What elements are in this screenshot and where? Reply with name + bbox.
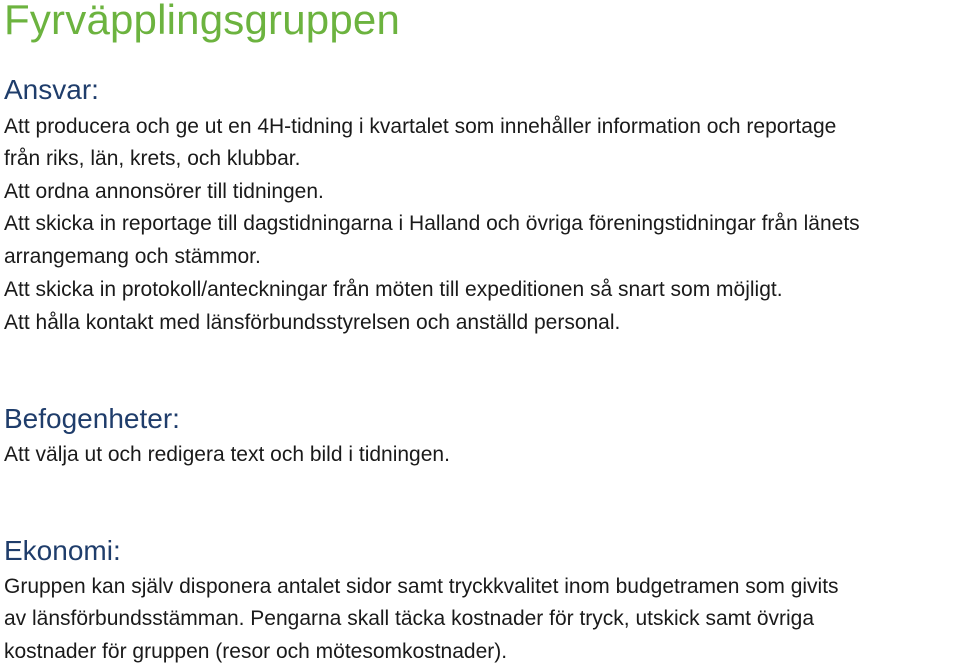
ansvar-line: Att ordna annonsörer till tidningen. xyxy=(4,180,324,203)
ansvar-line: Att producera och ge ut en 4H-tidning i kvartalet som innehåller information och reportage xyxy=(4,115,837,138)
befogenheter-line: Att välja ut och redigera text och bild i tidningen. xyxy=(4,443,450,466)
ekonomi-line: av länsförbundsstämman. Pengarna skall täcka kostnader för tryck, utskick samt övriga xyxy=(4,607,815,630)
ekonomi-line: Gruppen kan själv disponera antalet sidor samt tryckkvalitet inom budgetramen som givits xyxy=(4,575,839,598)
section-heading-befogenheter: Befogenheter: xyxy=(4,403,180,434)
ekonomi-line: kostnader för gruppen (resor och mötesomkostnader). xyxy=(4,640,508,663)
section-heading-ansvar: Ansvar: xyxy=(4,74,99,105)
ansvar-line: Att hålla kontakt med länsförbundsstyrelsen och anställd personal. xyxy=(4,311,621,334)
ansvar-line: Att skicka in reportage till dagstidningarna i Halland och övriga föreningstidningar från länets xyxy=(4,212,860,235)
ansvar-line: arrangemang och stämmor. xyxy=(4,245,261,268)
ansvar-line: från riks, län, krets, och klubbar. xyxy=(4,147,301,170)
ansvar-line: Att skicka in protokoll/anteckningar från möten till expeditionen så snart som möjligt. xyxy=(4,278,783,301)
page-title: Fyrväpplingsgruppen xyxy=(4,0,401,43)
section-heading-ekonomi: Ekonomi: xyxy=(4,535,121,566)
